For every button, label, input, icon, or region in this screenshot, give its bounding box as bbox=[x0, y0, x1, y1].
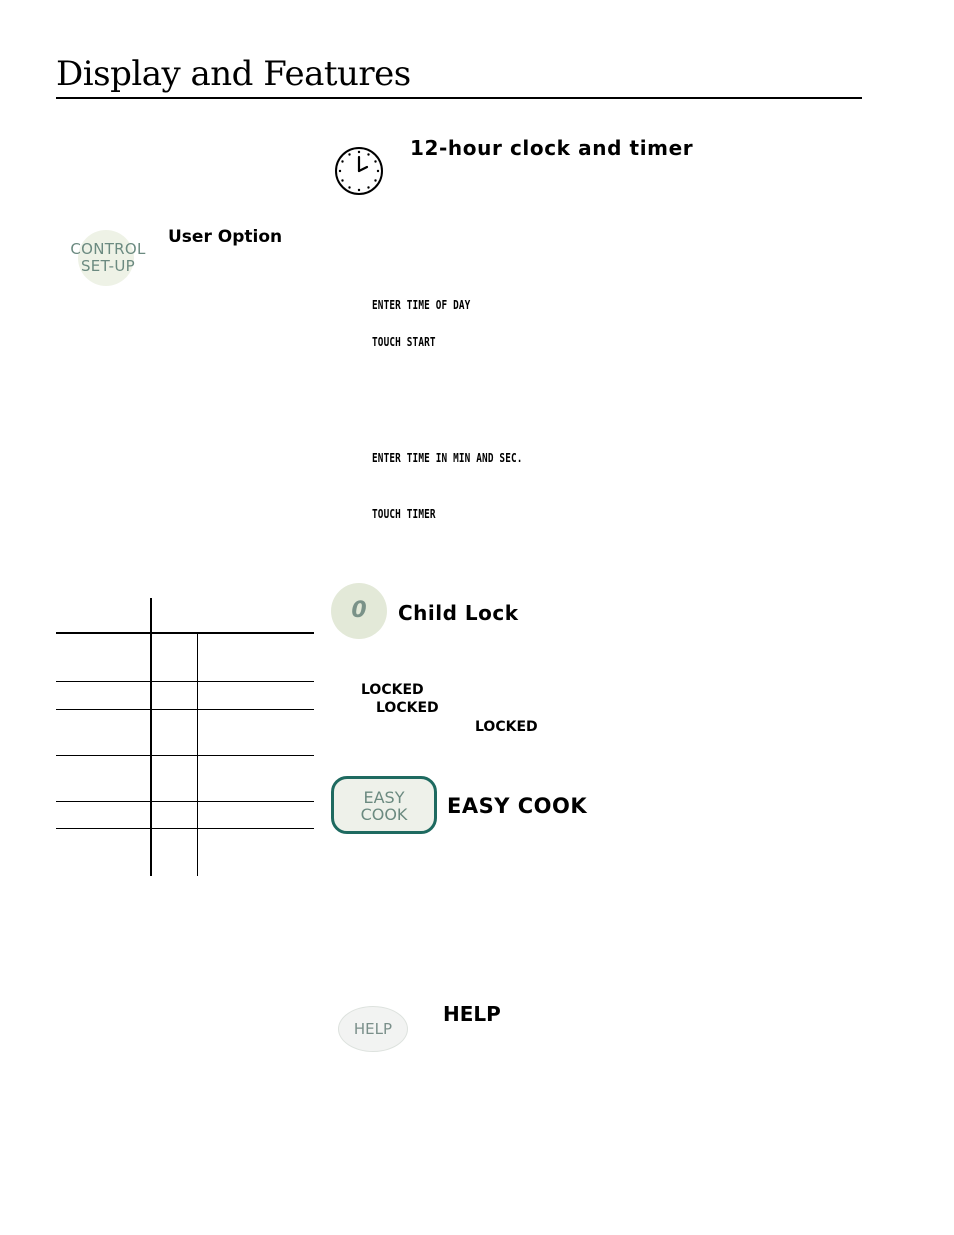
display-line-touch-timer: TOUCH TIMER bbox=[372, 507, 436, 521]
title-divider bbox=[56, 97, 862, 99]
control-setup-label-line1: CONTROL bbox=[70, 240, 146, 258]
easy-cook-heading: EASY COOK bbox=[447, 794, 588, 818]
display-line-enter-min-sec: ENTER TIME IN MIN AND SEC. bbox=[372, 451, 523, 465]
easy-cook-label-line2: COOK bbox=[360, 805, 408, 824]
help-button[interactable]: HELP bbox=[338, 1006, 408, 1052]
control-setup-label-line2: SET-UP bbox=[80, 257, 136, 275]
display-line-enter-time: ENTER TIME OF DAY bbox=[372, 298, 471, 312]
clock-timer-heading: 12-hour clock and timer bbox=[410, 136, 694, 160]
locked-message-3: LOCKED bbox=[475, 719, 538, 735]
easy-cook-button[interactable] bbox=[331, 776, 437, 834]
locked-message-1: LOCKED bbox=[361, 682, 424, 698]
help-heading: HELP bbox=[443, 1002, 501, 1026]
child-lock-button[interactable]: 0 bbox=[331, 583, 387, 639]
display-line-touch-start: TOUCH START bbox=[372, 335, 436, 349]
user-option-heading: User Option bbox=[168, 227, 283, 247]
easy-cook-label-line1: EASY bbox=[363, 788, 405, 807]
page-title: Display and Features bbox=[56, 54, 411, 94]
child-lock-heading: Child Lock bbox=[398, 601, 519, 625]
control-setup-button[interactable] bbox=[63, 228, 153, 290]
options-table bbox=[56, 598, 314, 876]
locked-message-2: LOCKED bbox=[376, 700, 439, 716]
clock-icon bbox=[333, 145, 385, 197]
